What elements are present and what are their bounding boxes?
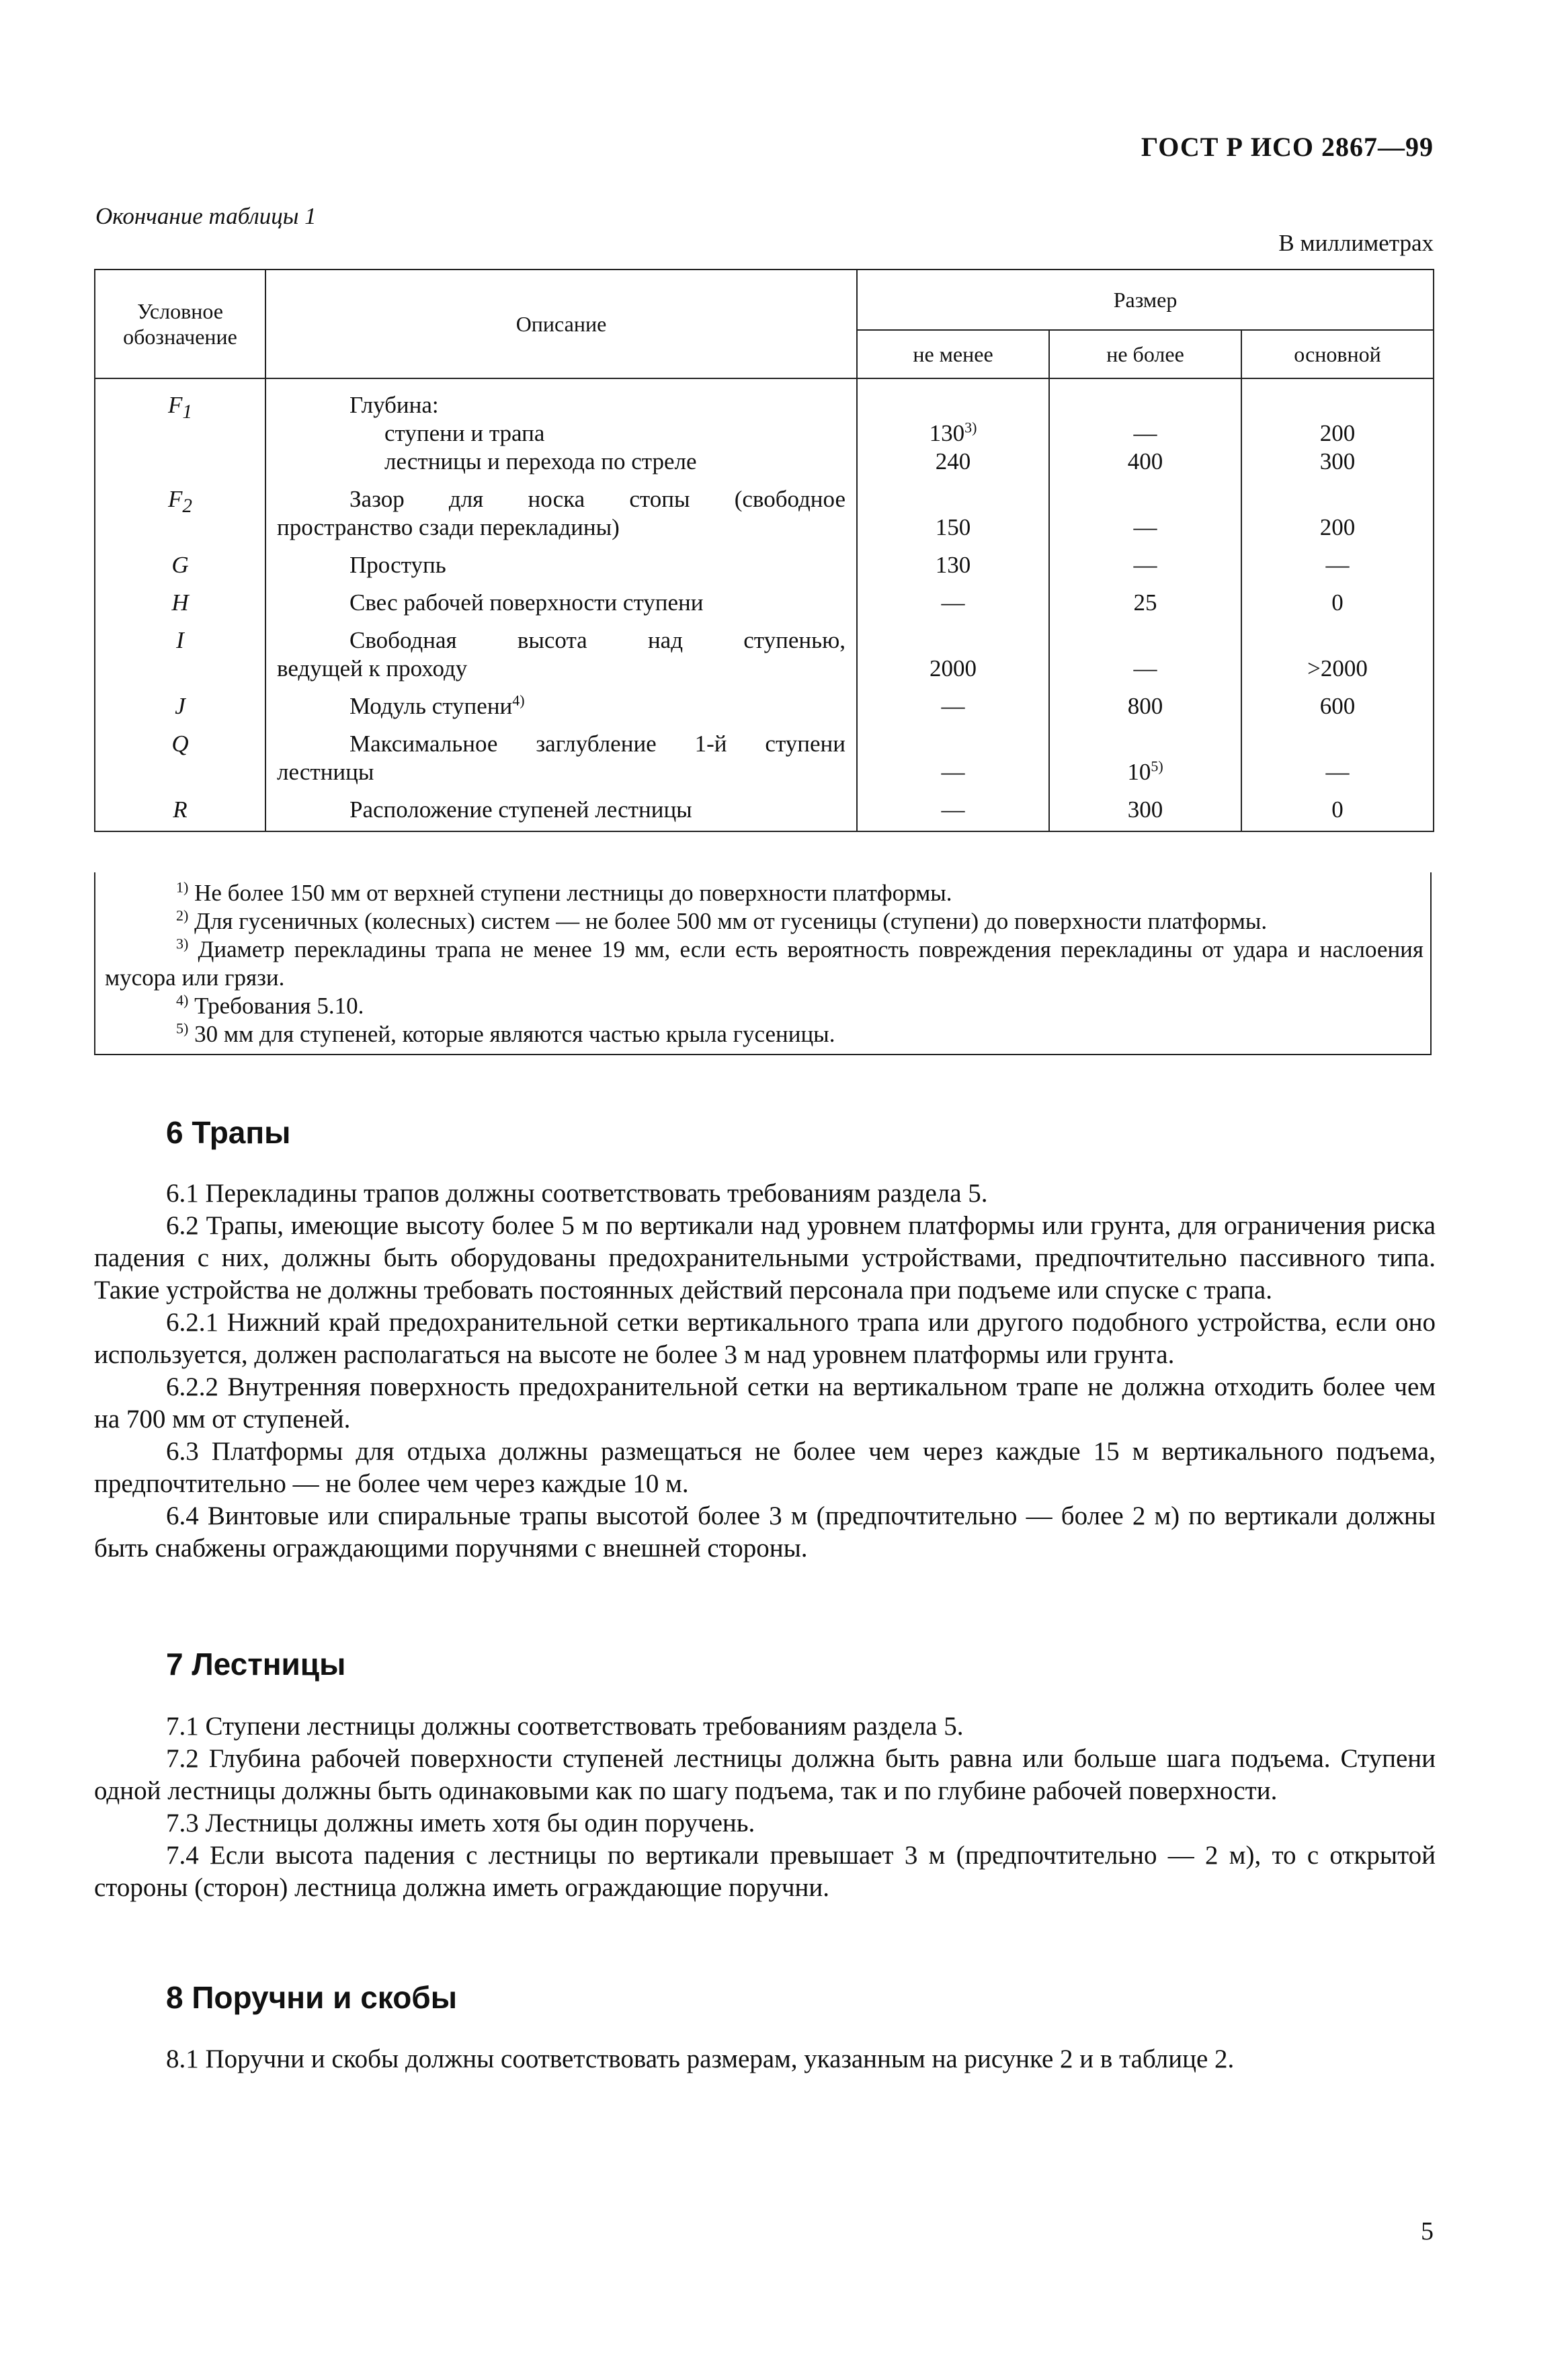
paragraph: 7.3 Лестницы должны иметь хотя бы один поручень. xyxy=(166,1809,755,1838)
page-number: 5 xyxy=(1421,2217,1434,2245)
row-symbol: $F_1$ xyxy=(95,378,265,476)
footnote: $^{5)}$ 30 мм для ступеней, которые являются частью крыла гусеницы. xyxy=(176,1020,835,1047)
row-symbol: Q xyxy=(95,720,265,786)
row-min: 150 xyxy=(857,476,1049,542)
row-max: 10$^{5)}$ xyxy=(1049,720,1241,786)
paragraph: 6.4 Винтовые или спиральные трапы высотой более 3 м (предпочтительно — более 2 м) по вертикали должны быть снабжены ограждающими поручнями с внешней стороны. xyxy=(94,1501,1436,1563)
row-min: — xyxy=(857,683,1049,720)
row-description: Модуль ступени$^{4)}$ xyxy=(265,683,857,720)
paragraph: 6.1 Перекладины трапов должны соответствовать требованиям раздела 5. xyxy=(166,1179,988,1208)
col-header-min: не менее xyxy=(857,330,1049,378)
section-title-6: 6 Трапы xyxy=(166,1115,291,1150)
table-units: В миллиметрах xyxy=(1278,230,1434,256)
paragraph: 7.1 Ступени лестницы должны соответствовать требованиям раздела 5. xyxy=(166,1712,964,1741)
row-description: Расположение ступеней лестницы xyxy=(265,786,857,831)
footnote: $^{3)}$ Диаметр перекладины трапа не менее 19 мм, если есть вероятность повреждения перекладины от удара и наслоения мусора или грязи. xyxy=(105,935,1424,991)
col-header-size: Размер xyxy=(857,270,1434,330)
row-nominal: 0 xyxy=(1241,786,1434,831)
row-max: 25 xyxy=(1049,579,1241,617)
dimensions-table xyxy=(94,269,1434,832)
table-row xyxy=(95,786,1434,831)
row-nominal: — xyxy=(1241,720,1434,786)
col-header-max: не более xyxy=(1049,330,1241,378)
row-description: Свободная высота над ступенью, ведущей к проходу xyxy=(265,617,857,683)
row-max: — xyxy=(1049,617,1241,683)
section-7-body xyxy=(94,1710,1436,1904)
col-header-nominal: основной xyxy=(1241,330,1434,378)
row-min: 130$^{3)}$ 240 xyxy=(857,378,1049,476)
row-max: 800 xyxy=(1049,683,1241,720)
row-symbol: H xyxy=(95,579,265,617)
row-symbol: I xyxy=(95,617,265,683)
paragraph: 7.4 Если высота падения с лестницы по вертикали превышает 3 м (предпочтительно — 2 м), то с открытой стороны (сторон) лестница должна иметь ограждающие поручни. xyxy=(94,1841,1436,1902)
table-row xyxy=(95,683,1434,720)
table-row xyxy=(95,476,1434,542)
footnote: $^{1)}$ Не более 150 мм от верхней ступени лестницы до поверхности платформы. xyxy=(176,878,952,906)
row-symbol: $F_2$ xyxy=(95,476,265,542)
paragraph: 6.2 Трапы, имеющие высоту более 5 м по вертикали над уровнем платформы или грунта, для ограничения риска падения с них, должны быть оборудованы предохранительными устройствами, предпочтительно пассивного типа. Такие устройства не должны требовать постоянных действий персонала при подъеме или спуске с трапа. xyxy=(94,1211,1436,1305)
document-id: ГОСТ Р ИСО 2867—99 xyxy=(1141,132,1434,162)
row-symbol: J xyxy=(95,683,265,720)
col-header-description: Описание xyxy=(265,270,857,378)
row-nominal: 600 xyxy=(1241,683,1434,720)
row-nominal: >2000 xyxy=(1241,617,1434,683)
col-header-symbol: Условное обозначение xyxy=(95,270,265,378)
row-nominal: 0 xyxy=(1241,579,1434,617)
table-footnotes xyxy=(94,872,1432,1055)
section-title-7: 7 Лестницы xyxy=(166,1647,346,1682)
row-symbol: R xyxy=(95,786,265,831)
table-row xyxy=(95,378,1434,476)
table-row xyxy=(95,720,1434,786)
row-min: 130 xyxy=(857,542,1049,579)
row-max: — 400 xyxy=(1049,378,1241,476)
row-description: Максимальное заглубление 1-й ступени лестницы xyxy=(265,720,857,786)
row-description: Зазор для носка стопы (свободное пространство сзади перекладины) xyxy=(265,476,857,542)
section-8-body xyxy=(94,2043,1436,2075)
paragraph: 6.3 Платформы для отдыха должны размещаться не более чем через каждые 15 м вертикального подъема, предпочтительно — не более чем через каждые 10 м. xyxy=(94,1437,1436,1498)
paragraph: 7.2 Глубина рабочей поверхности ступеней лестницы должна быть равна или больше шага подъема. Ступени одной лестницы должны быть одинаковыми как по шагу подъема, так и по глубине рабочей поверхности. xyxy=(94,1744,1436,1805)
table-row xyxy=(95,579,1434,617)
table-caption: Окончание таблицы 1 xyxy=(95,203,317,229)
row-max: — xyxy=(1049,542,1241,579)
row-min: 2000 xyxy=(857,617,1049,683)
table-row xyxy=(95,617,1434,683)
row-description: Свес рабочей поверхности ступени xyxy=(265,579,857,617)
row-max: — xyxy=(1049,476,1241,542)
paragraph: 8.1 Поручни и скобы должны соответствовать размерам, указанным на рисунке 2 и в таблице 2. xyxy=(166,2045,1235,2073)
footnote: $^{4)}$ Требования 5.10. xyxy=(176,991,364,1019)
row-nominal: 200 xyxy=(1241,476,1434,542)
row-min: — xyxy=(857,579,1049,617)
row-min: — xyxy=(857,786,1049,831)
row-symbol: G xyxy=(95,542,265,579)
footnote: $^{2)}$ Для гусеничных (колесных) систем — не более 500 мм от гусеницы (ступени) до поверхности платформы. xyxy=(176,907,1268,934)
row-description: Проступь xyxy=(265,542,857,579)
row-nominal: — xyxy=(1241,542,1434,579)
section-6-body xyxy=(94,1178,1436,1565)
section-title-8: 8 Поручни и скобы xyxy=(166,1980,458,2015)
row-max: 300 xyxy=(1049,786,1241,831)
paragraph: 6.2.2 Внутренняя поверхность предохранительной сетки на вертикальном трапе не должна отходить более чем на 700 мм от ступеней. xyxy=(94,1372,1436,1434)
row-description: Глубина: ступени и трапа лестницы и перехода по стреле xyxy=(265,378,857,476)
paragraph: 6.2.1 Нижний край предохранительной сетки вертикального трапа или другого подобного устройства, если оно используется, должен располагаться на высоте не более 3 м над уровнем платформы или грунта. xyxy=(94,1308,1436,1369)
table-row xyxy=(95,542,1434,579)
row-nominal: 200 300 xyxy=(1241,378,1434,476)
row-min: — xyxy=(857,720,1049,786)
